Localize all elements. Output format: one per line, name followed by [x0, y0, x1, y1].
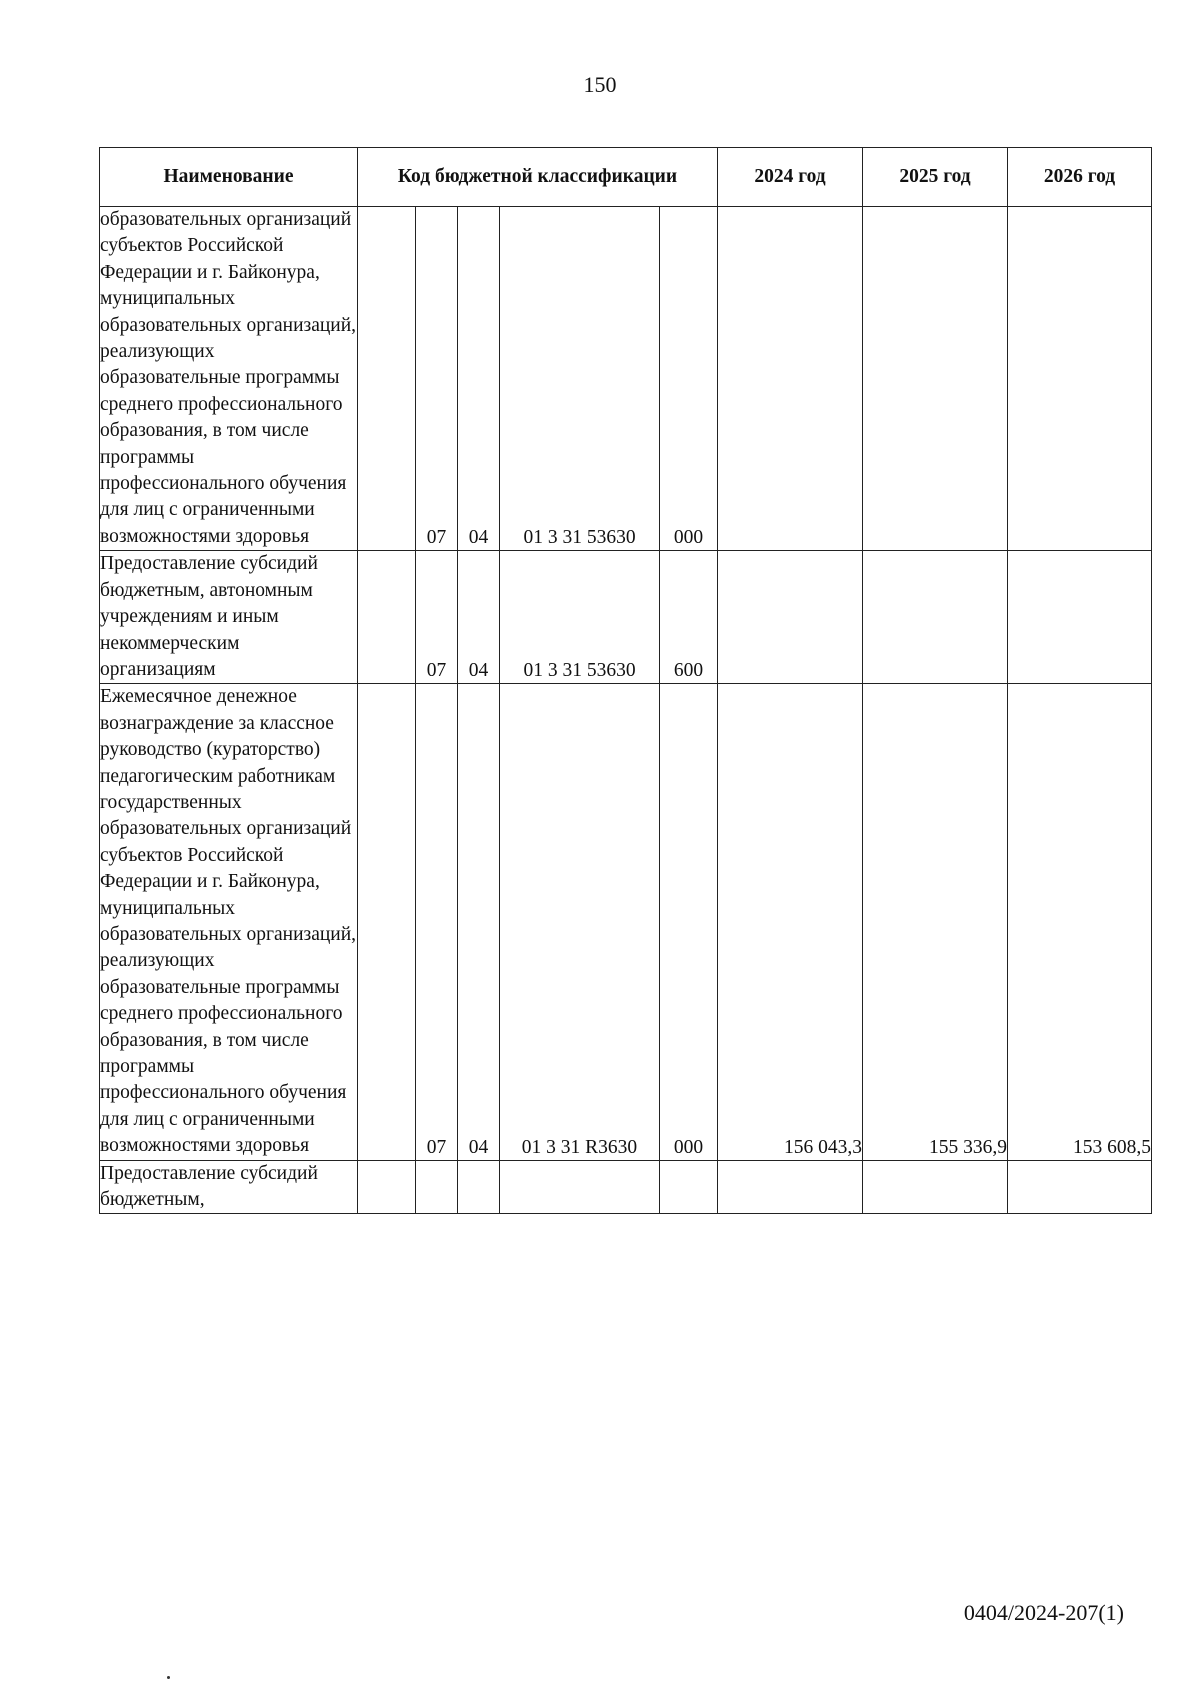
header-2026: 2026 год: [1008, 148, 1152, 207]
row-2024: [718, 551, 863, 684]
row-vr: 600: [660, 551, 718, 684]
row-2024: [718, 207, 863, 551]
row-2024: 156 043,3: [718, 684, 863, 1160]
table-row: [100, 684, 1152, 1160]
table-row: [100, 1160, 1152, 1214]
row-blank: [358, 207, 416, 551]
header-name: Наименование: [100, 148, 358, 207]
page-number: 150: [583, 72, 617, 97]
row-rz: [416, 1160, 458, 1214]
row-vr: [660, 1160, 718, 1214]
header-row: [100, 148, 1152, 207]
row-pr: 04: [458, 551, 500, 684]
row-vr: 000: [660, 684, 718, 1160]
row-pr: 04: [458, 684, 500, 1160]
row-2025: [863, 207, 1008, 551]
document-id: 0404/2024-207(1): [963, 1600, 1124, 1625]
row-rz: 07: [416, 207, 458, 551]
row-rz: 07: [416, 551, 458, 684]
row-2025: [863, 551, 1008, 684]
row-csr: 01 3 31 R3630: [500, 684, 660, 1160]
row-csr: 01 3 31 53630: [500, 207, 660, 551]
row-pr: [458, 1160, 500, 1214]
budget-table: [99, 147, 1152, 1214]
row-2026: [1008, 551, 1152, 684]
row-csr: [500, 1160, 660, 1214]
row-pr: 04: [458, 207, 500, 551]
row-name: Предоставление субсидий бюджетным,: [100, 1160, 358, 1214]
row-name: Ежемесячное денежное вознаграждение за классное руководство (кураторство) педагогическим работникам государственных образовательных организаций субъектов Российской Федерации и г. Байконура, муниципальных образовательных организаций, реализующих образовательные программы среднего профессионального образования, в том числе программы профессионального обучения для лиц с ограниченными возможностями здоровья: [100, 684, 358, 1160]
row-2026: 153 608,5: [1008, 684, 1152, 1160]
row-vr: 000: [660, 207, 718, 551]
row-blank: [358, 1160, 416, 1214]
row-blank: [358, 684, 416, 1160]
row-name: Предоставление субсидий бюджетным, автономным учреждениям и иным некоммерческим организациям: [100, 551, 358, 684]
row-name: образовательных организаций субъектов Российской Федерации и г. Байконура, муниципальных образовательных организаций, реализующих образовательные программы среднего профессионального образования, в том числе программы профессионального обучения для лиц с ограниченными возможностями здоровья: [100, 207, 358, 551]
row-2025: [863, 1160, 1008, 1214]
table-row: [100, 551, 1152, 684]
row-2026: [1008, 207, 1152, 551]
scan-dot: [167, 1676, 170, 1679]
row-blank: [358, 551, 416, 684]
row-2025: 155 336,9: [863, 684, 1008, 1160]
row-2024: [718, 1160, 863, 1214]
table-row: [100, 207, 1152, 551]
header-2024: 2024 год: [718, 148, 863, 207]
header-code: Код бюджетной классификации: [358, 148, 718, 207]
header-2025: 2025 год: [863, 148, 1008, 207]
row-csr: 01 3 31 53630: [500, 551, 660, 684]
row-2026: [1008, 1160, 1152, 1214]
row-rz: 07: [416, 684, 458, 1160]
